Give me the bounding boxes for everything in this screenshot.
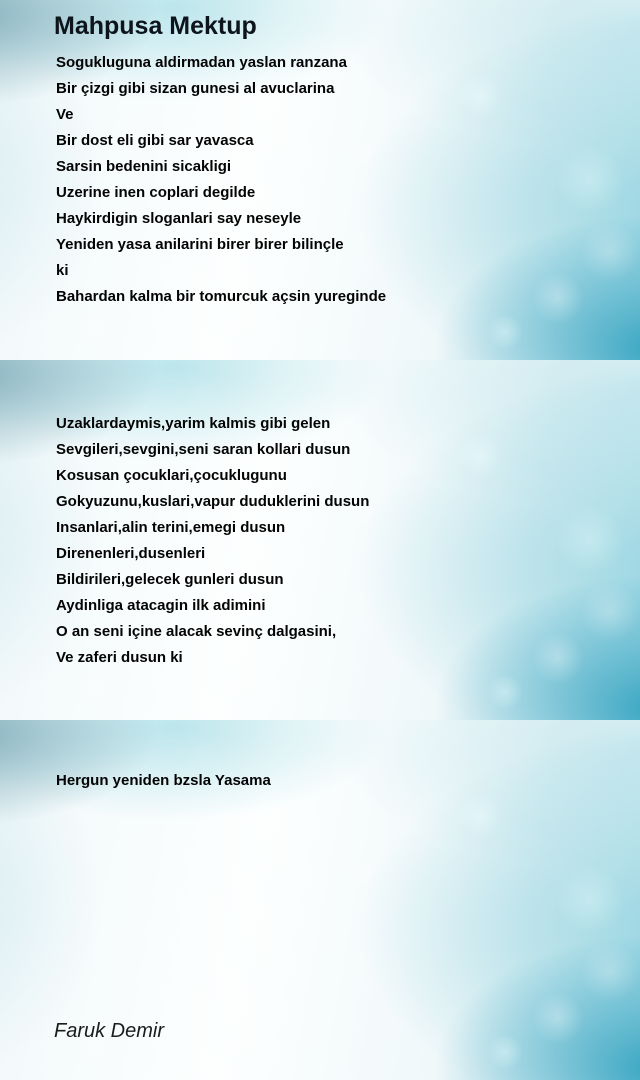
- poem-line: Bir çizgi gibi sizan gunesi al avuclarina: [56, 80, 335, 97]
- poem-line: Bir dost eli gibi sar yavasca: [56, 132, 254, 149]
- poem-line: Direnenleri,dusenleri: [56, 545, 206, 562]
- poem-line: Bildirileri,gelecek gunleri dusun: [56, 571, 284, 588]
- poem-line: Yeniden yasa anilarini birer birer bilinçle: [56, 236, 344, 253]
- poem-line: Kosusan çocuklari,çocuklugunu: [56, 467, 287, 484]
- poem-stanza-3: [56, 768, 271, 794]
- poem-line: Hergun yeniden bzsla Yasama: [56, 772, 271, 789]
- poem-line: Aydinliga atacagin ilk adimini: [56, 597, 266, 614]
- poem-line: Ve zaferi dusun ki: [56, 649, 183, 666]
- poem-line: Sevgileri,sevgini,seni saran kollari dusun: [56, 441, 351, 458]
- poem-line: Bahardan kalma bir tomurcuk açsin yureginde: [56, 288, 387, 305]
- poem-stanza-2: [56, 411, 369, 671]
- poem-line: Insanlari,alin terini,emegi dusun: [56, 519, 286, 536]
- poem-line: ki: [56, 262, 69, 279]
- poem-stanza-1: [56, 50, 386, 310]
- poem-line: Ve: [56, 106, 74, 123]
- poem-line: Uzaklardaymis,yarim kalmis gibi gelen: [56, 415, 331, 432]
- poem-line: Sogukluguna aldirmadan yaslan ranzana: [56, 54, 347, 71]
- author-name: Faruk Demir: [54, 1020, 165, 1042]
- poem-line: Sarsin bedenini sicakligi: [56, 158, 232, 175]
- poem-line: Haykirdigin sloganlari say neseyle: [56, 210, 302, 227]
- poem-line: Uzerine inen coplari degilde: [56, 184, 256, 201]
- page-title: Mahpusa Mektup: [54, 12, 257, 40]
- poem-line: Gokyuzunu,kuslari,vapur duduklerini dusun: [56, 493, 370, 510]
- poem-line: O an seni içine alacak sevinç dalgasini,: [56, 623, 337, 640]
